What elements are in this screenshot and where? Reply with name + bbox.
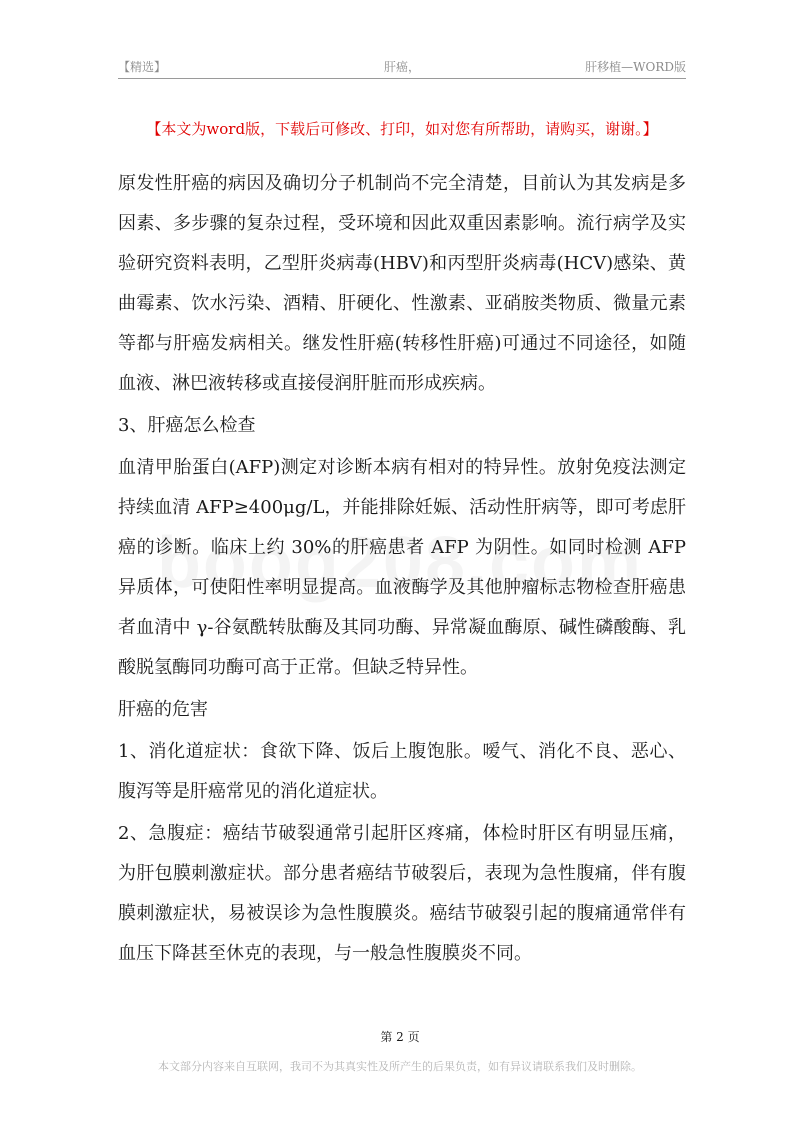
section-heading-examination: 3、肝癌怎么检查 <box>118 415 256 436</box>
header-left-label: 【精选】 <box>118 60 167 74</box>
header-right-label: 肝移植—WORD版 <box>585 60 686 74</box>
paragraph-digestive-symptoms: 1、消化道症状：食欲下降、饭后上腹饱胀。嗳气、消化不良、恶心、腹泻等是肝癌常见的消化道症状。 <box>118 741 686 802</box>
document-body <box>118 164 686 976</box>
header-center-label: 肝癌， <box>383 60 420 74</box>
paragraph-examination: 血清甲胎蛋白(AFP)测定对诊断本病有相对的特异性。放射免疫法测定持续血清 AFP≥400μg/L，并能排除妊娠、活动性肝病等，即可考虑肝癌的诊断。临床上约 30%的肝癌患者 AFP 为阴性。如同时检测 AFP 异质体，可使阳性率明显提高。血液酶学及其他肿瘤标志物检查肝癌患者血清中 γ-谷氨酰转肽酶及其同功酶、异常凝血酶原、碱性磷酸酶、乳酸脱氢酶同功酶可高于正常。但缺乏特异性。 <box>118 457 686 678</box>
page-number: 第 2 页 <box>380 1030 420 1044</box>
footer-disclaimer: 本文部分内容来自互联网，我司不为其真实性及所产生的后果负责，如有异议请联系我们及时删除。 <box>158 1060 642 1073</box>
paragraph-etiology: 原发性肝癌的病因及确切分子机制尚不完全清楚，目前认为其发病是多因素、多步骤的复杂过程，受环境和因此双重因素影响。流行病学及实验研究资料表明，乙型肝炎病毒(HBV)和丙型肝炎病毒(HCV)感染、黄曲霉素、饮水污染、酒精、肝硬化、性激素、亚硝胺类物质、微量元素等都与肝癌发病相关。继发性肝癌(转移性肝癌)可通过不同途径，如随血液、淋巴液转移或直接侵润肝脏而形成疾病。 <box>118 173 686 394</box>
paragraph-acute-abdomen: 2、急腹症：癌结节破裂通常引起肝区疼痛，体检时肝区有明显压痛，为肝包膜刺激症状。部分患者癌结节破裂后，表现为急性腹痛，伴有腹膜刺激症状，易被误诊为急性腹膜炎。癌结节破裂引起的腹痛通常伴有血压下降甚至休克的表现，与一般急性腹膜炎不同。 <box>118 823 686 964</box>
section-heading-harm: 肝癌的危害 <box>118 699 208 720</box>
purchase-notice: 【本文为word版，下载后可修改、打印，如对您有所帮助，请购买，谢谢。】 <box>146 120 658 138</box>
page-header <box>118 56 686 79</box>
